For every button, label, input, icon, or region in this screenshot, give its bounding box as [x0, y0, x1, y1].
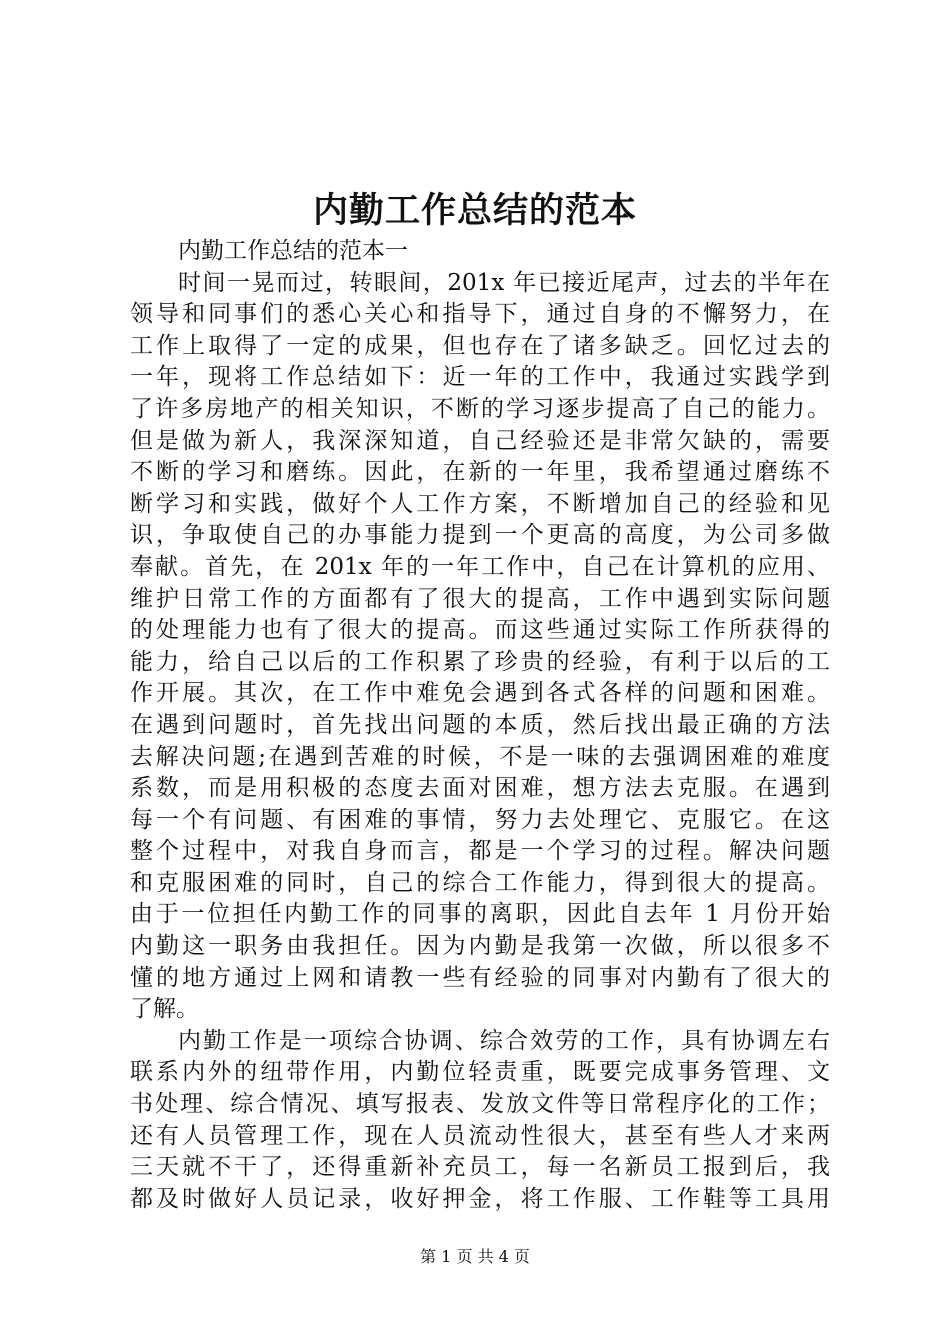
document-title: 内勤工作总结的范本 [312, 190, 637, 231]
paragraph-line: 都及时做好人员记录，收好押金，将工作服、工作鞋等工具用 [130, 1185, 830, 1212]
paragraph-line: 懂的地方通过上网和请教一些有经验的同事对内勤有了很大的 [130, 964, 830, 991]
paragraph-line: 去解决问题;在遇到苦难的时候，不是一味的去强调困难的难度 [130, 743, 830, 770]
page-number-footer: 第 1 页 共 4 页 [420, 1247, 530, 1266]
paragraph-line: 联系内外的纽带作用，内勤位轻责重，既要完成事务管理、文 [130, 1059, 830, 1086]
paragraph-line: 了许多房地产的相关知识，不断的学习逐步提高了自己的能力。 [130, 395, 830, 422]
section-heading: 内勤工作总结的范本一 [178, 238, 408, 264]
paragraph-line: 断学习和实践，做好个人工作方案，不断增加自己的经验和见 [130, 490, 830, 517]
paragraph-line: 整个过程中，对我自身而言，都是一个学习的过程。解决问题 [130, 838, 830, 865]
paragraph-line: 不断的学习和磨练。因此，在新的一年里，我希望通过磨练不 [130, 459, 830, 486]
paragraph-line: 工作上取得了一定的成果，但也存在了诸多缺乏。回忆过去的 [130, 332, 830, 359]
paragraph-line: 内勤工作是一项综合协调、综合效劳的工作，具有协调左右 [178, 1027, 830, 1054]
paragraph-line: 系数，而是用积极的态度去面对困难，想方法去克服。在遇到 [130, 775, 830, 802]
paragraph-line: 的处理能力也有了很大的提高。而这些通过实际工作所获得的 [130, 617, 830, 644]
paragraph-line: 维护日常工作的方面都有了很大的提高，工作中遇到实际问题 [130, 585, 830, 612]
paragraph-line: 在遇到问题时，首先找出问题的本质，然后找出最正确的方法 [130, 711, 830, 738]
paragraph-line: 但是做为新人，我深深知道，自己经验还是非常欠缺的，需要 [130, 427, 830, 454]
paragraph-line: 作开展。其次，在工作中难免会遇到各式各样的问题和困难。 [130, 680, 830, 707]
paragraph-line: 每一个有问题、有困难的事情，努力去处理它、克服它。在这 [130, 806, 830, 833]
paragraph-line: 一年，现将工作总结如下：近一年的工作中，我通过实践学到 [130, 364, 830, 391]
paragraph-line: 由于一位担任内勤工作的同事的离职，因此自去年 1 月份开始 [130, 901, 830, 928]
paragraph-line: 了解。 [130, 996, 199, 1023]
paragraph-line: 奉献。首先，在 201x 年的一年工作中，自己在计算机的应用、 [130, 553, 830, 580]
document-body [130, 236, 830, 1215]
paragraph-line: 领导和同事们的悉心关心和指导下，通过自身的不懈努力，在 [130, 301, 830, 328]
paragraph-line: 书处理、综合情况、填写报表、发放文件等日常程序化的工作； [130, 1091, 830, 1118]
paragraph-line: 和克服困难的同时，自己的综合工作能力，得到很大的提高。 [130, 869, 830, 896]
paragraph-line: 识，争取使自己的办事能力提到一个更高的高度，为公司多做 [130, 522, 830, 549]
paragraph-line: 三天就不干了，还得重新补充员工，每一名新员工报到后，我 [130, 1154, 830, 1181]
paragraph-line: 内勤这一职务由我担任。因为内勤是我第一次做，所以很多不 [130, 933, 830, 960]
paragraph-line: 还有人员管理工作，现在人员流动性很大，甚至有些人才来两 [130, 1122, 830, 1149]
paragraph-line: 能力，给自己以后的工作积累了珍贵的经验，有利于以后的工 [130, 648, 830, 675]
paragraph-line: 时间一晃而过，转眼间，201x 年已接近尾声，过去的半年在 [178, 269, 830, 296]
